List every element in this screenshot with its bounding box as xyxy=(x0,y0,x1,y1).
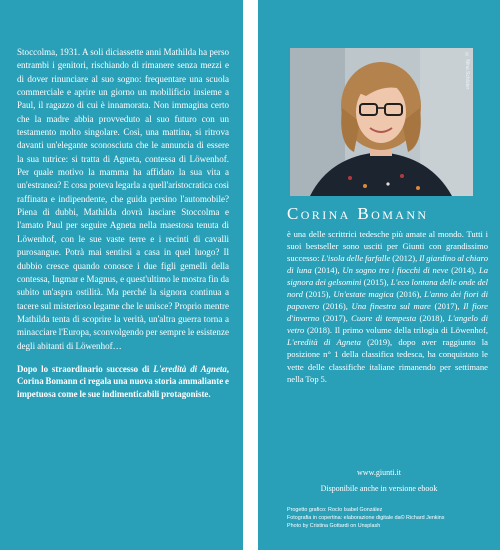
work-title: Un'estate magica xyxy=(333,289,394,300)
author-portrait-illustration xyxy=(290,48,473,196)
credit-line-cover-photo: Fotografia in copertina: elaborazione digitale da© Richard Jenkins xyxy=(287,515,445,522)
work-title: Il giardino al chiaro di luna xyxy=(287,253,488,276)
work-title: Cuore di tempesta xyxy=(351,313,417,324)
work-year: (2014), xyxy=(448,265,479,276)
author-name: Corina Bomann xyxy=(287,204,429,223)
work-year: (2016), xyxy=(319,301,352,312)
back-flap-synopsis-panel xyxy=(0,0,243,550)
bio-trilogy-1: Il primo volume della trilogia di Löwenhof, xyxy=(332,325,488,336)
work-year: (2014), xyxy=(311,265,343,276)
tagline-part-1: Dopo lo straordinario successo di xyxy=(17,363,154,374)
author-flap-panel xyxy=(258,0,500,550)
author-photo xyxy=(290,48,473,196)
work-year: (2018). xyxy=(304,325,333,336)
work-title: L'eco lontana delle onde del nord xyxy=(287,277,488,300)
work-title: Il fiore d'inverno xyxy=(287,301,488,324)
tagline-book-title: L'eredità di Agneta xyxy=(153,363,227,374)
tagline-part-2: , Corina Bomann ci regala una nuova storia ammaliante e impetuosa come le sue indimenticabili protagoniste. xyxy=(17,363,230,399)
synopsis-text: Stoccolma, 1931. A soli diciassette anni Mathilda ha perso entrambi i genitori, rischiando di rimanere senza mezzi e di dover rinunciare al suo sogno: frequentare una scuola commerciale e aprire un giorno un mobilificio insieme a Paul, il ragazzo di cui è innamorata. Non immagina certo che la madre abbia provveduto al suo futuro con un testamento molto singolare. Così, una mattina, si ritrova davanti un'elegante sconosciuta che le annuncia di essere la sua tutrice: si tratta di Agneta, contessa di Löwenhof. Per quale motivo la mamma ha affidato la sua vita a un'estranea? E cosa poteva legarla a quell'aristocratica così raffinata e indipendente, che guida persino l'automobile? Piena di dubbi, Mathilda dovrà lasciare Stoccolma e l'amato Paul per seguire Agneta nella maestosa tenuta di Löwenhof, con le sue vaste terre e i recinti di cavalli purosangue. Potrà mai sentirsi a casa in quel luogo? Il dubbio cresce quando conosce i due figli gemelli della contessa, Ingmar e Magnus, e quest'ultimo le mostra fin da subito un'aspra ostilità. Ma perché la signora continua a tacere sul misterioso legame che le unisce? Proprio mentre Mathilda tenta di scoprire la verità, un'altra guerra torna a minacciare l'Europa, sconvolgendo per sempre le esistenze degli abitanti di Löwenhof… xyxy=(17,47,229,351)
work-year: (2017), xyxy=(319,313,352,324)
photo-credit: © Nina Schlüter xyxy=(464,52,470,90)
work-title: L'isola delle farfalle xyxy=(321,253,391,264)
work-year: (2018), xyxy=(416,313,448,324)
work-year: (2012), xyxy=(390,253,420,264)
credit-line-graphic-design: Progetto grafico: Rocío Isabel González xyxy=(287,507,383,513)
publisher-website[interactable]: www.giunti.it xyxy=(357,468,401,477)
author-bio xyxy=(287,228,488,385)
work-year: (2015), xyxy=(302,289,334,300)
ebook-availability: Disponibile anche in versione ebook xyxy=(320,484,438,493)
work-year: (2017), xyxy=(430,301,464,312)
work-title: Un sogno tra i fiocchi di neve xyxy=(342,265,449,276)
work-title: Una finestra sul mare xyxy=(351,301,431,312)
work-year: (2015), xyxy=(361,277,391,288)
design-credits xyxy=(287,506,487,530)
bio-intro: è una delle scrittrici tedesche più amate al mondo. Tutti i suoi bestseller sono usciti per Giunti con grandissimo successo: xyxy=(287,229,488,264)
work-title: La signora dei gelsomini xyxy=(287,265,489,288)
works-list xyxy=(287,253,488,335)
credit-line-unsplash: Photo by Cristina Gottardi on Unsplash xyxy=(287,523,381,530)
tagline xyxy=(17,363,229,401)
work-year: (2016), xyxy=(393,289,425,300)
bio-trilogy-title: L'eredità di Agneta xyxy=(287,337,361,348)
work-title: L'anno dei fiori di papavero xyxy=(287,289,488,312)
bio-trilogy-2: (2019), dopo aver raggiunto la posizione n° 1 della classifica tedesca, ha conquistato le vette delle classifiche italiane rimanendo per settimane nella Top 5. xyxy=(287,337,488,384)
work-title: L'angelo di vetro xyxy=(287,313,488,336)
